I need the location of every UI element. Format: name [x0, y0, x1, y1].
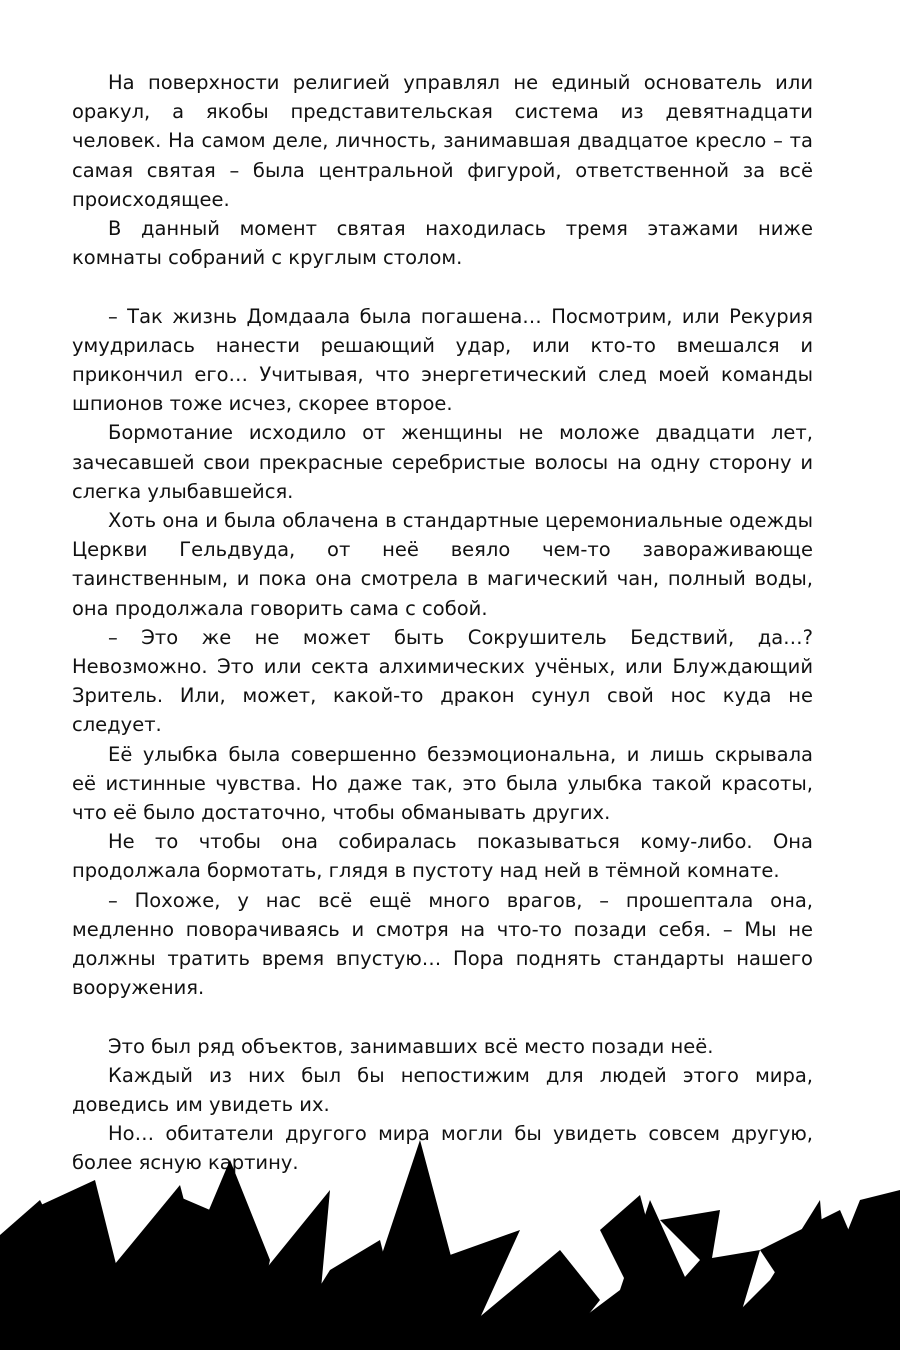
paragraph: Это был ряд объектов, занимавших всё место позади неё. — [108, 1034, 714, 1058]
paragraph: Но… обитатели другого мира могли бы увидеть совсем другую, более ясную картину. — [72, 1122, 813, 1175]
paragraph: – Это же не может быть Сокрушитель Бедствий, да…? Невозможно. Это или секта алхимических учёных, или Блуждающий Зритель. Или, может, какой-то дракон сунул свой нос куда не следует. — [72, 625, 813, 737]
paragraph: На поверхности религией управлял не единый основатель или оракул, а якобы представительская система из девятнадцати человек. На самом деле, личность, занимавшая двадцатое кресло – та самая святая – была центральной фигурой, ответственной за всё происходящее. — [72, 71, 813, 211]
paragraph: Бормотание исходило от женщины не моложе двадцати лет, зачесавшей свои прекрасные серебристые волосы на одну сторону и слегка улыбавшейся. — [72, 421, 813, 503]
paragraph: Хоть она и была облачена в стандартные церемониальные одежды Церкви Гельдвуда, от неё веяло чем-то завораживающе таинственным, и пока она смотрела в магический чан, полный воды, она продолжала говорить сама с собой. — [72, 509, 813, 620]
page-text — [72, 68, 813, 1178]
shattered-shards-decoration — [0, 1140, 900, 1350]
paragraph: Её улыбка была совершенно безэмоциональна, и лишь скрывала её истинные чувства. Но даже так, это была улыбка такой красоты, что её было достаточно, чтобы обманывать других. — [72, 742, 813, 825]
paragraph: – Похоже, у нас всё ещё много врагов, – прошептала она, медленно поворачиваясь и смотря на что-то позади себя. – Мы не должны тратить время впустую… Пора поднять стандарты нашего вооружения. — [72, 888, 813, 1000]
paragraph: Не то чтобы она собиралась показываться кому-либо. Она продолжала бормотать, глядя в пустоту над ней в тёмной комнате. — [72, 830, 813, 883]
paragraph: В данный момент святая находилась тремя этажами ниже комнаты собраний с круглым столом. — [72, 217, 813, 270]
paragraph: Каждый из них был бы непостижим для людей этого мира, доведись им увидеть их. — [72, 1063, 813, 1117]
paragraph: – Так жизнь Домдаала была погашена… Посмотрим, или Рекурия умудрилась нанести решающий удар, или кто-то вмешался и прикончил его… Учитывая, что энергетический след моей команды шпионов тоже исчез, скорее второе. — [72, 304, 813, 416]
